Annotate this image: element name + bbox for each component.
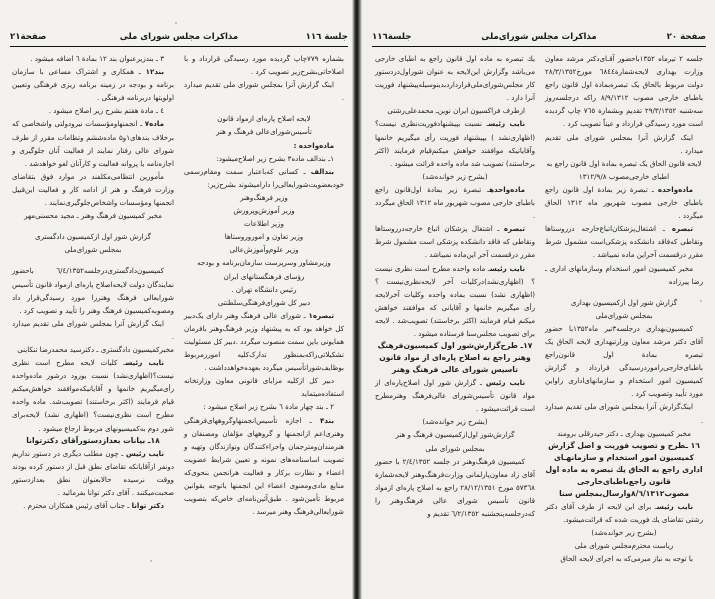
paragraph-text: مخبر کمیسیون بهداری ـ دکتر حیدرقلی برومند — [557, 428, 691, 438]
paragraph-text: گزارش‌شور اول‌ازکمیسیون فرهنگ و هنر — [395, 430, 515, 440]
paragraph-text: ـ اشتغال پزشکان اتباع خارجه‌درروستاها ونقاطی که فاقد دانشکده پزشکی است مشمول شرط مقرر درقسمت آخر این‌ماده نمیباشد . — [375, 224, 535, 260]
speaker-keyword: نایب رئیس — [125, 448, 165, 458]
paragraph-text: ریاست محترم‌مجلس شورای ملی — [574, 541, 674, 550]
paragraph — [545, 500, 703, 526]
paragraph-text: ۱۷ـ طرح‌گزارش‌شور اول کمیسیون‌فرهنگ وهنر راجع به اصلاح پاره‌ای از مواد قانون تاسیس شورای عالی فرهنگ وهنر — [377, 341, 533, 375]
paragraph-text: دبیر کل ازکلیه مزایای قانونی معاون وزارتخانه استفاده‌میتماید — [184, 376, 344, 399]
paragraph — [184, 296, 344, 309]
speaker-keyword: بندالف — [310, 166, 334, 176]
paragraph — [545, 222, 703, 261]
speaker-keyword: نایب رئیس — [485, 378, 525, 388]
paragraph-text: وزیرمشاور وسرپرست سازمان‌برنامه و بودجه — [197, 258, 331, 268]
paragraph-text: ـ تبصرة زیر بمادة اول‌قانون راجع باطبای خارجی مصوب شهریور ماه ۱۳۱۲ الحاق میگردد . — [375, 184, 535, 221]
paragraph-text: دبیر کل شورای‌فرهنگی‌سلطنتی — [217, 297, 311, 307]
speaker-keyword: دکتر توانا — [131, 501, 164, 510]
paragraph-text: وزیر آموزش‌وپرورش — [233, 206, 295, 216]
paragraph — [184, 165, 344, 191]
paragraph — [375, 104, 535, 117]
speaker-keyword: ماده‌واحده — [489, 184, 525, 194]
paragraph — [375, 415, 535, 428]
paragraph-text: ـ گزارش شور اول اصلاح‌پاره‌ای از مواد قانون تأسیس‌شورای عالی‌فرهنگ وهنرمطرح است قرائت‌میشود . — [375, 378, 535, 414]
paragraph — [184, 309, 344, 374]
paragraph — [545, 157, 703, 183]
paragraph — [12, 243, 174, 256]
paragraph-text: اینک گزارش آنرا بمجلس شورای ملی تقدیم میدارد . — [184, 80, 344, 103]
paragraph — [375, 170, 535, 183]
paragraph-text: مخبر‌کمیسیون دادگستری ـ دکترسید محمدرضا تنکابنی — [17, 344, 174, 354]
text-column-left — [375, 52, 535, 520]
paragraph — [12, 356, 174, 435]
paragraph-text: بمجلس شورای ملی — [425, 443, 485, 453]
section-heading — [12, 435, 174, 447]
paragraph-text: ـ کلیات لایحه مطرح است نظری نیست؟(اظهاری‌نشد) نسبت بورود درشور ماده‌واحده رأی‌میگیریم خانمها و آقایانیکه‌موافقند خواهش‌میکنم قیام فرمایند (اکثر برخاستند) تصویب‌شد. ماده واحده مطرح است نظری‌نیست؟ (اظهاری نشد) لایحه‌برای شور دوم به‌کمیسیونهای مربوط ارجاع میشود . — [12, 358, 174, 433]
paragraph — [545, 539, 703, 552]
paragraph-text: تأسیس‌شورای‌عالی فرهنگ و هنر — [216, 127, 312, 137]
page-header — [10, 32, 348, 47]
paragraph — [12, 343, 174, 356]
page-20 — [360, 0, 715, 599]
paragraph — [545, 52, 703, 131]
paragraph-text: اینک گزارش آنرا بمجلس شورای ملی تقدیم میدارد . — [545, 132, 703, 155]
paragraph-text: ـ ماده واحده مطرح است نظری نیست ؟ (اظهاری‌نشد)درکلیات آخر لایحه‌نظری‌نیست ؟ (اظهاری نشد) نسبت بماده واحده وکلیات آخرلایحه رأی میگیریم خانمها و آقایانی که موافقند خواهش میکنم قیام فرمایند (اکثر برخاستند) تصویب‌شد . لایحه برای تصویب مجلس‌سنا فرستاده میشود . — [375, 263, 535, 338]
paragraph-text: ـ نسبت بپیشنهادفوریت‌نظری نیست؟ (اظهاری‌نشد ) بپیشنهاد فوریت رأی میگیریم خانمها وآقایانیکه موافقند خواهش میکنم‌قیام فرمایند (اکثر برخاستند) تصویب شد ماده واحده قرائت میشود . — [375, 119, 535, 168]
speaker-keyword: بند۴ — [319, 415, 334, 425]
paragraph — [184, 78, 344, 104]
paragraph-text: ٤ ـ مادة هفتم بشرح زیر اصلاح میشود . — [48, 106, 164, 116]
paragraph-text: گزارش شور اول ازکمیسیون بهداری — [570, 297, 678, 307]
scan-speck — [150, 560, 152, 562]
paragraph — [375, 376, 535, 415]
paragraph — [375, 52, 535, 104]
paragraph-text: بمجلس شورای‌ملی — [595, 310, 653, 320]
paragraph-text: ۳ ـ بندزیرعنوان بند ۱۲ بمادة ٦ اضافه میشود . — [30, 54, 164, 63]
paragraph — [545, 322, 703, 401]
paragraph — [375, 455, 535, 520]
paragraph-text: لایحه اصلاح پاره‌ای ازمواد قانون — [217, 114, 311, 124]
spacer — [12, 256, 174, 264]
paragraph — [375, 183, 535, 222]
paragraph — [545, 183, 703, 222]
speaker-keyword: تبصره — [671, 224, 693, 234]
paragraph — [184, 191, 344, 204]
running-title: مذاکرات مجلس شورای ملی — [119, 32, 239, 42]
paragraph — [184, 230, 344, 243]
section-heading — [375, 340, 535, 376]
page-number: صفحة ٢٠ — [666, 32, 706, 42]
paragraph-text: وزیر اطلاعات — [244, 219, 284, 229]
paragraph-text: ـ چون مطلب دیگری در دستور نداریم دونفر ازآقایانکه تقاضای نطق قبل از دستور کرده بودند ووقت نرسیده حالابعنوان نطق بعدازدستور صحبت‌میکنند . آقای دکتر توانا بفرمائید . — [12, 448, 174, 497]
paragraph-text: رئیس دانشگاه تهران . — [231, 284, 297, 294]
paragraph-text: ۱۸ـ بیانات بعدازدستورآقای دکترتوانا — [26, 435, 160, 445]
paragraph — [12, 264, 174, 316]
paragraph — [12, 52, 174, 65]
spacer — [545, 288, 703, 296]
paragraph — [12, 230, 174, 243]
paragraph — [184, 283, 344, 296]
paragraph-text: بمجلس شورای‌ملی — [64, 245, 122, 255]
text-column-left — [12, 52, 174, 512]
paragraph — [12, 104, 174, 117]
paragraph — [184, 256, 344, 269]
paragraph-text: لایحه قانون الحاق یک تبصره بمادة اول قانون راجع به اطبای خارجی‌مصوب ١٣١٢/٩/٨ — [546, 158, 702, 181]
paragraph — [375, 428, 535, 441]
paragraph-text: مأمورین انتظامی‌مکلفند در موارد فوق بتقاضای وزارت فرهنگ و هنر از ادامه کار و فعالیت این‌قبیل انجمنها ومؤسسات واشخاص‌جلوگیری‌نمایند . — [12, 171, 174, 208]
paragraph-text: جلسه ۲ تیرماه ۱۳۵۲باحضور آقـای‌دکتر مرشد معاون وزارت بهداری لایحه‌شمارة٦٨٤٤ مورخ٢٨/٣/١٣٥٢ دولت مربوط بالحاق یک تبصره‌بمادة اول قانون راجع باطبای خارجی مصوب ٨/٩/١٣١٢ راکه درجلسه‌روز سه‌شنبه ٢٩/٣/١٣٥٢ تقدیم وبشمارة ٧٦٥ چاپ گردیده است مورد رسیدگی قرارداد و عیناً تصویب کرد . — [545, 54, 704, 129]
paragraph — [545, 552, 703, 565]
paragraph — [184, 204, 344, 217]
paragraph-text: اینک گزارش آنرا بمجلس شورای ملی تقدیم میدارد . — [12, 318, 174, 341]
paragraph — [12, 499, 174, 512]
paragraph-text: ١٦ ـطرح و تصویب فوریت و اصل گزارش کمیسیون امور استخدام و سازمانهـای اداری راجع به الحاق یك تبصره به ماده اول قانون راجع‌باطبای‌خارجی مصوب‌٨/٦/١٣١٢وارسال‌بمجلس سنا — [545, 440, 703, 498]
paragraph-text: ـ شورای عالی فرهنگ وهنر دارای یک‌دبیر کل خواهد بود که به پیشنهاد وزیر فرهنگ‌وهنر بافرمان همایونی باین سمت منصوب میگردد .دبیر کل مسئولیت تشکیلاتی‌راکه‌بمنظور تدارک‌کلیه اموررمربوط بوظایف‌شوراتأسیس میگردد بعهده‌خواهدداشت . — [184, 310, 344, 373]
speaker-keyword: تبصره — [503, 224, 525, 234]
paragraph — [12, 117, 174, 169]
paragraph — [545, 131, 703, 157]
book-gutter — [352, 0, 362, 599]
speaker-keyword: نایب رئیس — [488, 119, 525, 129]
paragraph-text: گزارش شور اول ازکمیسیون دادگستری — [35, 232, 151, 242]
paragraph — [12, 65, 174, 104]
speaker-keyword: نایب رئیس — [125, 358, 164, 368]
paragraph-text: ـ اجازه تأسیس‌انجمنهاو‌گروههای‌فرهنگی وهنری‌اعم ازانجمنها و گروههای مؤلفان ومصنفان و هنرمندان‌ومترجمان واجراءکنندگان ونوازندگان وتهیه و تصویب اساسنامه‌های نمونه و تعیین شرایط عضویت اعضاء و نظارت برکار و فعالیت هرانجمن بنحوی‌که منابع مادی‌ومعنوی اعضاء این انجمنها باتوجه بقوانین مربوط تأمین‌شود . طبق‌آئین‌نامه‌ای خاص‌که بتصویب شورایعالی‌فرهنگ وهنر میرسد . — [184, 415, 344, 517]
paragraph — [545, 526, 703, 539]
paragraph-text: اینک‌گزارش آنرا بمجلس شورای ملی تقدیم میدارد . — [545, 402, 703, 425]
running-title: مذاکرات مجلس شورای‌ملی — [481, 32, 597, 42]
paragraph — [12, 447, 174, 499]
paragraph — [545, 400, 703, 426]
speaker-keyword: نایب رئیس — [489, 263, 525, 273]
paragraph-text: کمیسیون‌بهداری درجلسه۳تیر ماه۱۳۵۲با حضور آقای دکتر مرشد معاون وزارتبهداری لایحه الحاق یک تبصره بمادة اول قانون‌راجع باطبای‌خارجی‌راموردرسیدگی قرارداد و گزارش کمیسیون امور استخدام و سازمانهای‌اداری راواین مورد تأیید وتصویب کرد . — [545, 323, 703, 399]
paragraph — [545, 427, 703, 440]
paragraph-text: ازطرف فراکسیون ایران نوین‌ـ محمدعلی‌رشتی — [387, 106, 525, 116]
paragraph — [545, 296, 703, 309]
speaker-keyword: نایب رئیس — [656, 501, 693, 511]
text-column-right — [184, 52, 344, 518]
speaker-keyword: بند۱۲ — [145, 67, 164, 77]
paragraph — [184, 243, 344, 256]
paragraph-text: با توجه به نیاز مبرمی‌که به اجرای لایحه الحاق — [560, 554, 693, 564]
paragraph — [375, 222, 535, 261]
paragraph-text: ۲ ـ بند چهار مادة ٦ بشرح زیر اصلاح میشود : — [203, 402, 334, 412]
paragraph-text: ـ کسانی که‌باعتبار سمت ومقام‌رسمی خودبعضویت‌شورایعالی‌را دارامیشوند بشرح‌زیر: — [184, 166, 344, 189]
paragraph-text: بشماره ۷۷۹چاپ گردیده مورد رسیدگی قرارداد و با اصلاحاتی‌بشرح‌زیر تصویب کرد . — [184, 54, 344, 77]
speaker-keyword: تبصره۱ — [308, 310, 334, 320]
speaker-keyword: ماده۷ — [144, 119, 164, 129]
paragraph-text: کمیسیون فرهنگ‌وهنر در جلسه ۲/٤/١٣٥٢ با حضور آقای زاد معاون‌پارلمانی وزارت‌فرهنگ‌وهنر لایحه‌شمارة ٥٧٣٦٨ مورخ ٢٨/١٢/١٣٥١ راجع به اصلاح پاره‌ای ازمواد قانون تأسیس شورای عالی فرهنگ‌وهنر را کەدرجلسه‌پنجشنبه ٦/٢/١٣٥٢ تقدیم و — [375, 456, 535, 518]
scan-speck — [700, 300, 702, 302]
paragraph — [184, 139, 344, 152]
paragraph-text: (بشرح زیر خوانده‌شد) — [422, 417, 488, 427]
paragraph — [12, 170, 174, 209]
paragraph-text: ـ همکاری و اشتراک مساعی با سازمان برنامه و بودجه در زمینه برنامه ریزی فرهنگی وتعیین اولویتها دربرنامه فرهنگی . — [12, 67, 174, 103]
session-number: جلسة ١١٦ — [305, 32, 348, 42]
paragraph — [184, 152, 344, 165]
paragraph — [184, 112, 344, 125]
page-number: صفحة٢١ — [10, 32, 47, 42]
paragraph-text: یك تبصره به ماده اول قانون راجع به اطبای خارجی می‌باشد وگزارش این‌لایحه به عنوان شوراول‌دردستور کار مجلس‌شورای‌ملی‌قراردارد‌بدینوسیله‌پیشنهاد فوریت آنرا دارد . — [375, 54, 535, 103]
paragraph — [12, 209, 174, 222]
paragraph-text: وزیر فرهنگ‌وهنر — [240, 192, 288, 202]
page-21 — [0, 0, 356, 599]
paragraph-text: کمیسیون‌دادگستری‌درجلسه٦/٤/۱۳۵۲ باحضور نمایندگان دولت لایحه‌اصلاح پاره‌ای ازمواد قانون تأسیس شورایعالی فرهنگ وهنررا مورد رسیدگی‌قرار داد ومصوبه‌کمیسیون فرهنگ وهنر را تأیید و تصویب کرد . — [12, 266, 174, 315]
paragraph — [545, 262, 703, 288]
paragraph-text: (بشرح زیر خوانده‌شد) — [422, 171, 488, 181]
paragraph-text: (بشرح زیر خوانده‌شد) — [591, 527, 657, 537]
paragraph-text: ـ برای این لایحه از طرف آقای دکتر رشتی تقاضای یك فوریت شده که قرائت‌میشود. — [545, 501, 703, 524]
paragraph — [184, 400, 344, 413]
speaker-keyword: ماده‌واحده — [657, 184, 693, 194]
paragraph-text: ـ جناب آقای رئیس همکاران محترم . — [23, 501, 132, 510]
paragraph-text: وزیر علوم‌وآموزش‌عالی — [229, 245, 299, 255]
paragraph — [12, 317, 174, 343]
paragraph-text: ـ اشتغال‌پزشکان‌اتباع‌خارجه درروستاها ونقاطی که‌فاقد دانشکده پزشکی‌است مشمول شرط مقرر درقسمت آخراین ماده نمیباشد . — [545, 224, 703, 260]
paragraph — [184, 125, 344, 138]
text-column-right — [545, 52, 703, 565]
paragraph — [375, 442, 535, 455]
paragraph-text: ـ تبصرة زیر بمادة اول قانون راجع باطبای خارجی مصوب شهریور ماه ۱۳۱۲ الحاق میگردد . — [545, 184, 703, 221]
paragraph-text: ۱ـ بندالف ماده۳ بشرح زیر اصلاح‌میشود: — [216, 153, 334, 163]
paragraph — [375, 117, 535, 169]
paragraph — [184, 414, 344, 519]
spacer — [12, 222, 174, 230]
paragraph-text: مخبر کمیسیون امور استخدام وسازمانهای اداری ـ رضا پیرزاده — [545, 263, 703, 286]
paragraph-text: وزیر تعاون و اموروروستاها — [224, 232, 304, 242]
section-heading — [545, 440, 703, 500]
paragraph — [184, 270, 344, 283]
page-header — [372, 32, 706, 47]
paragraph-text: رؤسای فرهنگستانهای ایران — [223, 271, 305, 281]
paragraph-text: ماده‌واحده : — [293, 140, 334, 150]
paragraph-text: ـ انجمنهاومؤسسات نیرودولتی واشخاصی که برخلاف بندهای۱و۵ ماده‌ششم وتظامات مقرر از طرف شورای عالی رفتار نمایند از فعالیت آنان جلوگیری و اجازه‌نامه یا پروانه فعالیت و کارآنان لغو خواهدشد . — [12, 119, 174, 168]
session-number: جلسة١١٦ — [372, 32, 412, 42]
spacer — [184, 104, 344, 112]
scan-speck — [175, 22, 177, 24]
paragraph — [184, 374, 344, 400]
paragraph — [184, 52, 344, 78]
paragraph — [375, 262, 535, 341]
paragraph — [545, 309, 703, 322]
paragraph-text: مخبر کمیسیون فرهنگ وهنر ـ مجید محسنی‌مهر — [24, 211, 162, 221]
paragraph — [184, 217, 344, 230]
